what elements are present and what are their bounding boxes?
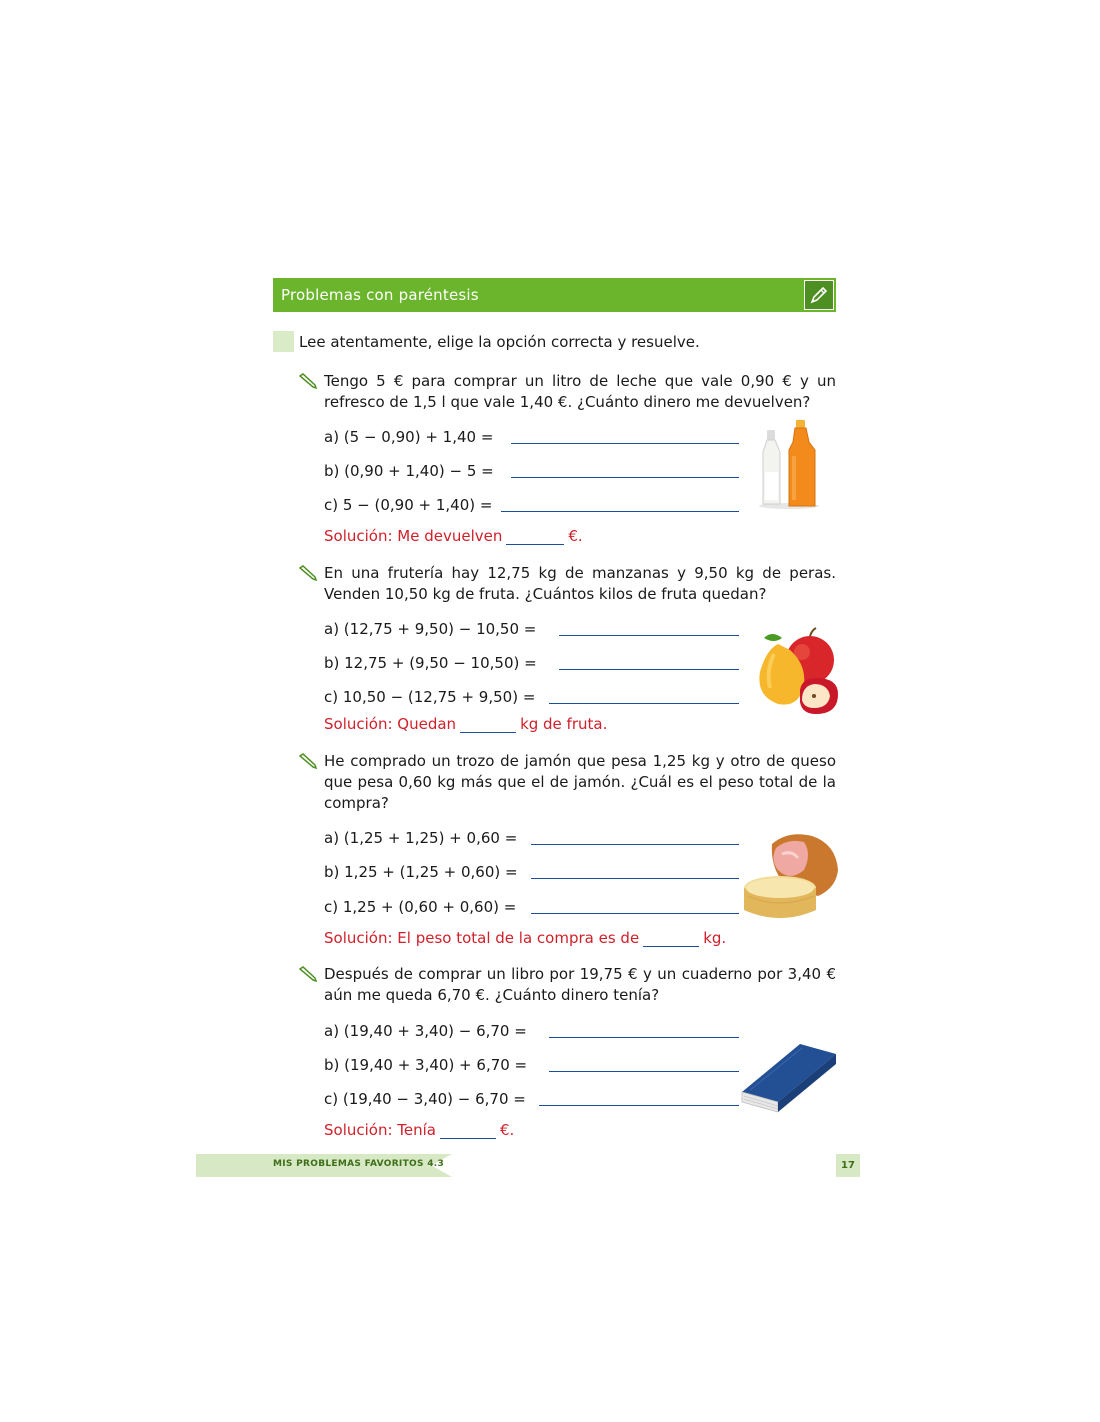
answer-line-a[interactable] [531,844,739,845]
answer-line-c[interactable] [531,913,739,914]
option-c: c) (19,40 − 3,40) − 6,70 = [324,1090,526,1108]
solution-unit: €. [500,1121,515,1139]
answer-line-b[interactable] [559,669,739,670]
option-b: b) (19,40 + 3,40) + 6,70 = [324,1056,528,1074]
section-header [273,278,836,312]
solution-unit: €. [568,527,583,545]
solution-unit: kg. [703,929,727,947]
answer-line-c[interactable] [549,703,739,704]
answer-line-b[interactable] [549,1071,739,1072]
option-b: b) 12,75 + (9,50 − 10,50) = [324,654,537,672]
problem-text: Tengo 5 € para comprar un litro de leche que vale 0,90 € y un refresco de 1,5 l que vale 1,40 €. ¿Cuánto dinero me devuelven? [324,372,836,411]
page-number: 17 [836,1154,860,1177]
answer-line-a[interactable] [549,1037,739,1038]
problem-1 [298,371,838,551]
blue-book-image [740,1040,838,1116]
option-b: b) 1,25 + (1,25 + 0,60) = [324,863,518,881]
option-a: a) (5 − 0,90) + 1,40 = [324,428,494,446]
pencil-icon [298,753,318,769]
option-c: c) 5 − (0,90 + 1,40) = [324,496,493,514]
answer-line-b[interactable] [511,477,739,478]
solution-blank[interactable] [506,531,564,545]
solution-blank[interactable] [643,933,699,947]
solution-label: Solución: Tenía [324,1121,437,1139]
option-c: c) 1,25 + (0,60 + 0,60) = [324,898,517,916]
solution-blank[interactable] [440,1125,496,1139]
solution-line [324,715,607,733]
pencil-icon [298,565,318,581]
instruction-text: Lee atentamente, elige la opción correcta y resuelve. [299,333,700,351]
option-a: a) (19,40 + 3,40) − 6,70 = [324,1022,527,1040]
milk-and-juice-bottles-image [758,420,820,510]
section-title: Problemas con paréntesis [281,286,479,304]
instruction-marker [273,331,294,352]
ham-and-cheese-image [744,830,840,922]
option-a: a) (1,25 + 1,25) + 0,60 = [324,829,518,847]
option-c: c) 10,50 − (12,75 + 9,50) = [324,688,536,706]
solution-blank[interactable] [460,719,516,733]
solution-line [324,1121,514,1139]
apples-and-pear-image [750,624,840,716]
answer-line-b[interactable] [531,878,739,879]
solution-label: Solución: Quedan [324,715,457,733]
pencil-icon [804,280,834,310]
solution-line [324,929,726,947]
solution-label: Solución: Me devuelven [324,527,503,545]
answer-line-a[interactable] [559,635,739,636]
solution-unit: kg de fruta. [520,715,608,733]
problem-text: En una frutería hay 12,75 kg de manzanas y 9,50 kg de peras. Venden 10,50 kg de fruta. ¿Cuántos kilos de fruta quedan? [324,564,836,603]
option-a: a) (12,75 + 9,50) − 10,50 = [324,620,537,638]
solution-label: Solución: El peso total de la compra es de [324,929,640,947]
answer-line-a[interactable] [511,443,739,444]
answer-line-c[interactable] [501,511,739,512]
option-b: b) (0,90 + 1,40) − 5 = [324,462,494,480]
pencil-icon [298,373,318,389]
problem-text: He comprado un trozo de jamón que pesa 1,25 kg y otro de queso que pesa 0,60 kg más que el de jamón. ¿Cuál es el peso total de la compra? [324,752,836,812]
solution-line [324,527,583,545]
footer-book-title: MIS PROBLEMAS FAVORITOS 4.3 [273,1159,445,1169]
pencil-icon [298,966,318,982]
problem-text: Después de comprar un libro por 19,75 € y un cuaderno por 3,40 € aún me queda 6,70 €. ¿Cuánto dinero tenía? [324,965,836,1004]
answer-line-c[interactable] [539,1105,739,1106]
